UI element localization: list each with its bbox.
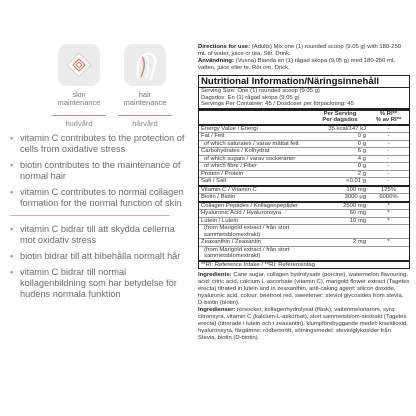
nutrient-amount: 2 mg <box>352 239 366 246</box>
nutrition-title: Nutritional Information/Näringsinnehåll <box>199 76 409 88</box>
nutrition-row <box>199 126 409 134</box>
nutrient-ri: - <box>387 163 390 170</box>
nutrient-name: Energy Value / Energi <box>201 125 258 132</box>
nutrient-ri <box>368 247 409 260</box>
skin-label-sv: hudvård <box>65 119 93 128</box>
nutrient-ri: - <box>387 133 390 140</box>
nutrition-row <box>199 210 409 218</box>
nutrient-amount: 2 g <box>357 170 366 177</box>
nutrient-name: Salt / Salt <box>201 178 227 185</box>
nutrient-name: Collagen Peptides / Kollagenpeptider <box>201 202 298 209</box>
nutrient-amount <box>314 247 368 260</box>
nutrition-row <box>199 203 409 211</box>
nutrient-ri: - <box>387 148 390 155</box>
claim-sv: • vitamin C bidrar till normal kollagenbildning som har betydelse för hudens normala funktion <box>10 267 177 299</box>
nutrient-amount: 0 g <box>357 133 366 140</box>
claim-sv: • biotin bidrar till att bibehålla normalt hår <box>10 251 181 261</box>
skin-divider <box>52 115 106 116</box>
nutrient-amount: 6 g <box>357 148 366 155</box>
bullet-icon: • <box>10 133 14 143</box>
bullet-icon: • <box>10 251 14 261</box>
bullet-icon: • <box>10 160 14 170</box>
hair-profile-icon <box>124 44 166 86</box>
nutrition-row <box>199 141 409 149</box>
nutrition-row <box>199 225 409 239</box>
nutrient-name: of which sugars / varav sockerarter <box>204 155 296 162</box>
nutrient-ri: - <box>387 155 390 162</box>
nutrient-name: Fat / Fett <box>201 133 225 140</box>
hair-label-sv: hårvård <box>132 119 158 128</box>
nutrient-ri: - <box>387 178 390 185</box>
nutrition-row <box>199 148 409 156</box>
bullet-icon: • <box>10 267 14 277</box>
nutrient-ri: * <box>387 239 390 246</box>
nutrient-name: Hyaluronic Acid / Hyaluronsyra <box>201 210 282 217</box>
nutrient-ri: * <box>387 202 390 209</box>
nutrient-ri: * <box>387 210 390 217</box>
nutrition-row <box>199 194 409 203</box>
nutrition-row <box>199 156 409 164</box>
claim-en: • biotin contributes to the maintenance of normal hair <box>10 160 181 181</box>
nutrient-amount: 60 mg <box>349 210 366 217</box>
nutrition-row <box>199 247 409 262</box>
skin-label: skin maintenance <box>57 90 101 107</box>
nutrient-amount: 3000 µg <box>344 194 366 201</box>
claim-sv: • vitamin C bidrar till att skydda cellerna mot oxidativ stress <box>10 224 175 245</box>
nutrition-row <box>199 239 409 247</box>
nutrient-ri: 125% <box>380 186 397 193</box>
nutrient-name: Zeaxanthin / Zeaxantin <box>201 239 261 246</box>
claim-en: • vitamin C contributes to the protection of cells from oxidative stress <box>10 133 185 154</box>
nutrition-footnote: **RI: Reference Intake / **RI: Referensintag <box>201 261 315 268</box>
nutrient-amount: <0.01 g <box>346 178 366 185</box>
health-claims <box>10 133 190 305</box>
nutrition-row <box>199 178 409 187</box>
claim-en: • vitamin C contributes to normal collagen formation for the normal function of skin <box>10 187 184 208</box>
bullet-icon: • <box>10 187 14 197</box>
nutrient-name: Lutein / Lutein <box>201 217 239 224</box>
nutrient-ri: 6000% <box>379 194 398 201</box>
nutrient-ri: - <box>387 140 390 147</box>
nutrient-name: Protein / Protein <box>201 170 244 177</box>
nutrition-row <box>199 187 409 195</box>
nutrient-amount: 2500 mg <box>343 202 366 209</box>
nutrition-row <box>199 133 409 141</box>
nutrient-name: Vitamin C / Vitamin C <box>201 186 257 193</box>
skin-layers-icon <box>58 44 100 86</box>
claims-separator <box>10 215 170 216</box>
nutrient-amount: 0 g <box>357 140 366 147</box>
nutrient-amount: 100 mg <box>346 186 366 193</box>
nutrition-row <box>199 163 409 171</box>
directions: Directions for use: (Adults) Mix one (1) rounded scoop (9.05 g) with 180-250 mL of water, juice or tea. Stir. Drink. Användning: (Vuxna) Blanda en (1) rågad skopa (9,05 g) med 180-250 mL vatten, juice eller te. Rör om. Drick. <box>198 44 401 71</box>
nutrition-row <box>199 218 409 226</box>
nutrient-ri: - <box>387 125 390 132</box>
nutrient-name: of which saturates / varav mättat fett <box>204 140 299 147</box>
nutrient-amount <box>314 225 368 238</box>
bullet-icon: • <box>10 224 14 234</box>
nutrition-table <box>198 75 410 269</box>
nutrient-ri: - <box>387 170 390 177</box>
nutrient-amount: 4 g <box>357 155 366 162</box>
nutrition-header: Per Serving Per dagsdos % RI** % av RI** <box>199 111 409 126</box>
hair-divider <box>118 115 172 116</box>
serving-info: Serving Size: One (1) rounded scoop (9.05 g) Dagsdos: En (1) rågad skopa (9.05 g) Servings Per Container: 45 / Dosdoser per förpackning: 45 <box>199 88 409 111</box>
ingredients: Ingredients: Cane sugar, collagen hydrolysate (porcine), watermelon flavouring, acid: citric acid, calcium L-ascorbate (vitamin C), marigold flower extract (Tagetes erecta) titrated in lutein and in zeaxanthin, anti-caking agent: silicon dioxide, hyaluronic acid, colour: beetroot red, sweetener: steviol glycosides from stevia, D-biotin (biotin). Ingredienser: rörsocker, kollagenhydrolysat (fläsk), vattenmelonarom, syra: citronsyra, vitamin C (kalcium-L-askorbat), stort sammetsblom-sextrakt (Tagetes erecta) (titrerade i lutein och i zeaxantin), klumpförebyggande medel: kiseldioxid, hyaluronsyra, färgämne: rödbetsrött, sötningsmedel: steviolglykosider från Stevia, biotin (D-biotin). <box>198 272 410 342</box>
nutrient-name: Carbohydrates / Kolhydrat <box>201 148 270 155</box>
nutrient-amount: 0 g <box>357 163 366 170</box>
nutrient-ri <box>368 225 409 238</box>
left-column <box>0 0 195 416</box>
nutrient-name: Biotin / Biotin <box>201 194 236 201</box>
hair-label: hair maintenance <box>123 90 167 107</box>
right-column <box>198 44 410 342</box>
nutrient-name: (from Marigold extract / från stort sammetsblomextrakt) <box>204 225 290 238</box>
nutrient-ri: * <box>387 217 390 224</box>
nutrient-amount: 10 mg <box>349 217 366 224</box>
nutrient-name: of which fibre / Fiber <box>204 163 258 170</box>
nutrition-row <box>199 171 409 179</box>
nutrient-name: (from Marigold extract / från stort sammetsblomextrakt) <box>204 246 290 260</box>
nutrient-amount: 35 kcal/147 kJ <box>328 125 366 132</box>
nutrition-rows <box>199 126 409 262</box>
